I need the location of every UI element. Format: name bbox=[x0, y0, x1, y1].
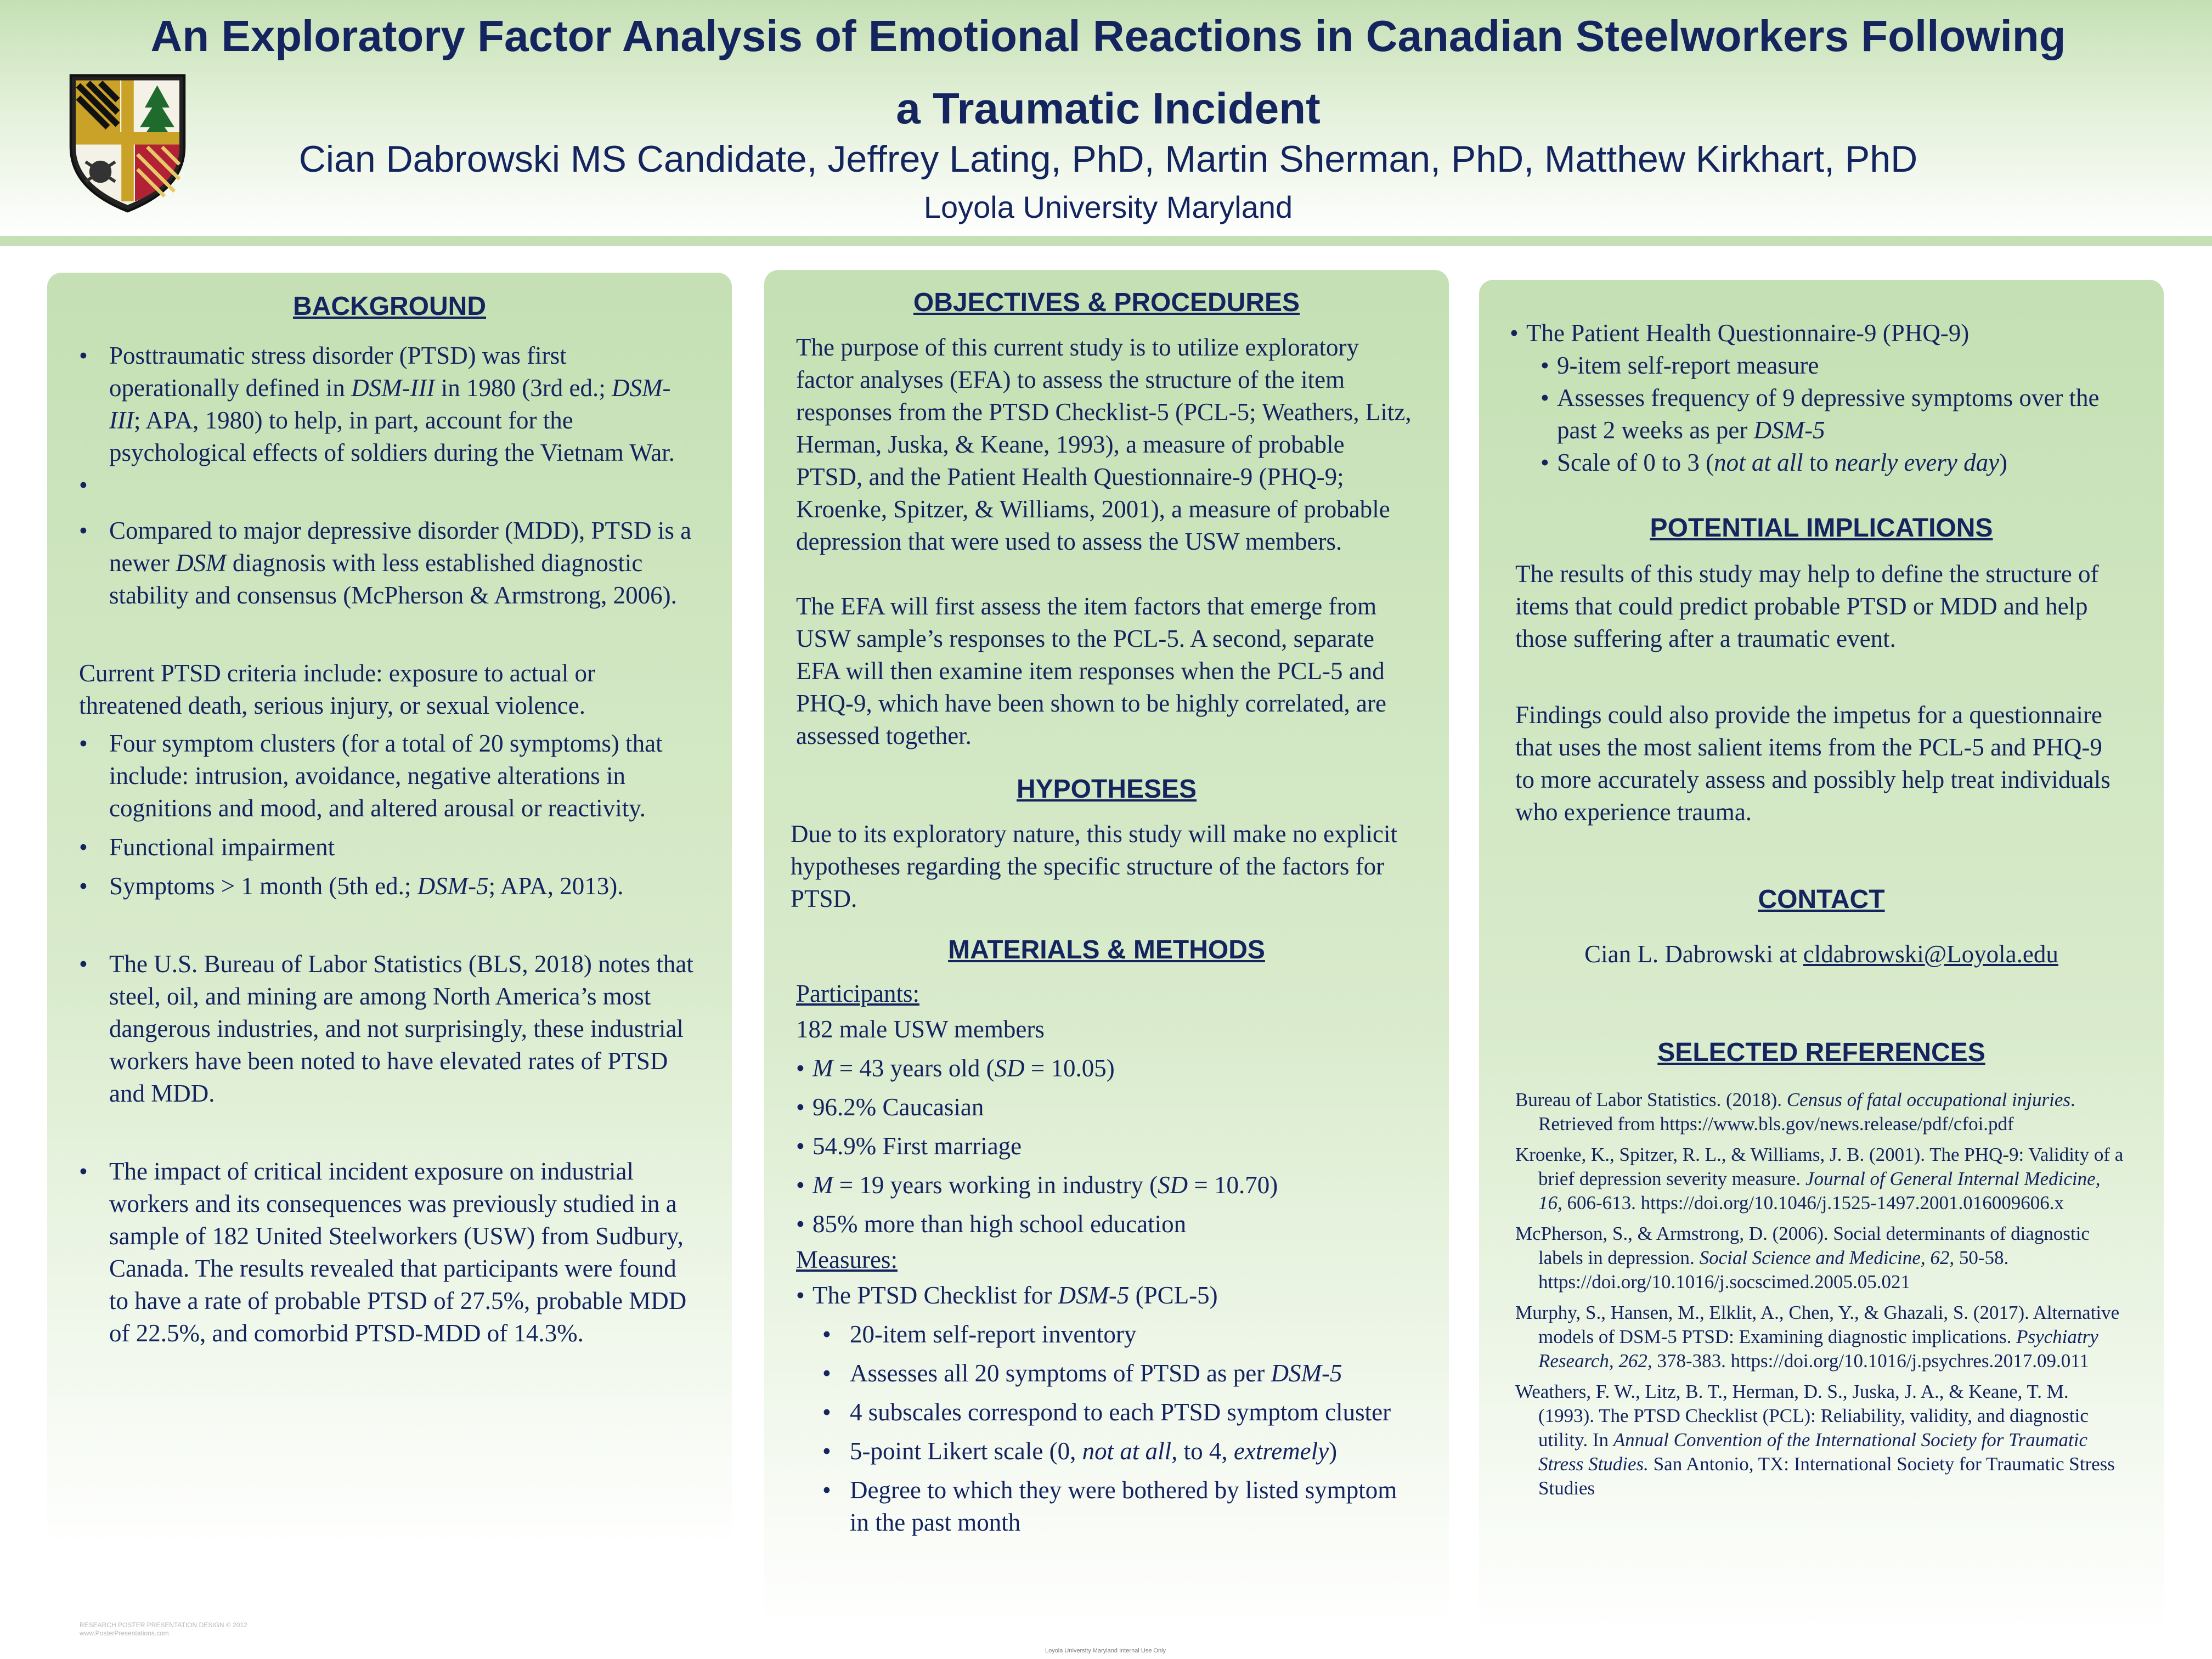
measures-list bbox=[796, 1276, 1417, 1539]
phq9-frequency: • Assesses frequency of 9 depressive symptoms over the past 2 weeks as per DSM-5 bbox=[1541, 382, 2133, 447]
phq9-item-count: • 9-item self-report measure bbox=[1541, 349, 2133, 382]
spacer bbox=[796, 558, 1417, 590]
pcl5-likert: • 5-point Likert scale (0, not at all, to 4, extremely) bbox=[822, 1435, 1417, 1468]
hypotheses-paragraph: Due to its exploratory nature, this study will make no explicit hypotheses regarding the specific structure of the factors for PTSD. bbox=[791, 820, 1398, 912]
participants-count: 182 male USW members bbox=[796, 1015, 1045, 1043]
internal-use-notice: Loyola University Maryland Internal Use Only bbox=[1045, 1647, 1166, 1654]
measure-pcl5: • The PTSD Checklist for DSM-5 (PCL-5) • 20-item self-report inventory • Assesses all 20 symptoms of PTSD as per DSM-5 • 4 subscales correspond to each PTSD symptom cluster • 5-point Likert scale (0, not at all, to 4, extremely) • Degree to which they were bothered by listed symptom in the past month bbox=[796, 1276, 1417, 1539]
criteria-symptom-clusters: • Four symptom clusters (for a total of 20 symptoms) that include: intrusion, avoidance, negative alterations in cognitions and mood, and altered arousal or reactivity. bbox=[79, 727, 700, 825]
spacer bbox=[79, 612, 700, 657]
participants-marriage: • 54.9% First marriage bbox=[796, 1127, 1417, 1166]
phq9-title: • The Patient Health Questionnaire-9 (PHQ-9) • 9-item self-report measure • Assesses frequency of 9 depressive symptoms over the past 2 weeks as per DSM-5 • Scale of 0 to 3 (not at all to nearly every day) bbox=[1510, 317, 2133, 479]
poster-title: An Exploratory Factor Analysis of Emotional Reactions in Canadian Steelworkers Following a Traumatic Incident bbox=[150, 12, 2066, 133]
background-panel bbox=[47, 273, 732, 1551]
poster-authors: Cian Dabrowski MS Candidate, Jeffrey Lating, PhD, Martin Sherman, PhD, Matthew Kirkhart, PhD bbox=[298, 138, 1918, 180]
criteria-functional-impairment: • Functional impairment bbox=[79, 831, 700, 864]
objectives-methods-panel bbox=[764, 270, 1449, 1630]
objectives-heading: OBJECTIVES & PROCEDURES bbox=[913, 288, 1300, 317]
spacer bbox=[79, 1110, 700, 1155]
background-bullet-ptsd-history: • Posttraumatic stress disorder (PTSD) was first operationally defined in DSM-III in 1980 (3rd ed.; DSM-III; APA, 1980) to help, in part, account for the psychological effects of soldiers during the Vietnam War. bbox=[79, 340, 700, 469]
references-list bbox=[1510, 1088, 2133, 1500]
implications-paragraph-2: Findings could also provide the impetus for a questionnaire that uses the most salient items from the PCL-5 and PHQ-9 to more accurately assess and possibly help treat individuals who experience trauma. bbox=[1515, 701, 2111, 826]
pcl5-assesses: • Assesses all 20 symptoms of PTSD as per DSM-5 bbox=[822, 1357, 1417, 1390]
header-divider bbox=[0, 236, 2212, 246]
pcl5-inventory: • 20-item self-report inventory bbox=[822, 1318, 1417, 1351]
template-credit-line2: www.PosterPresentations.com bbox=[80, 1629, 169, 1637]
pcl5-subscales: • 4 subscales correspond to each PTSD symptom cluster bbox=[822, 1396, 1417, 1429]
pcl5-details bbox=[822, 1318, 1417, 1539]
background-bullet-bls: • The U.S. Bureau of Labor Statistics (BLS, 2018) notes that steel, oil, and mining are among North America’s most dangerous industries, and not surprisingly, these industrial workers have been noted to have elevated rates of PTSD and MDD. bbox=[79, 948, 700, 1110]
background-list-1 bbox=[79, 340, 700, 612]
template-credit bbox=[80, 1621, 247, 1638]
participants-label: Participants: bbox=[796, 980, 919, 1007]
background-list-3 bbox=[79, 1155, 700, 1350]
measures-label: Measures: bbox=[796, 1246, 898, 1273]
participants-ethnicity: • 96.2% Caucasian bbox=[796, 1088, 1417, 1127]
participants-education: • 85% more than high school education bbox=[796, 1205, 1417, 1244]
participants-list bbox=[796, 1049, 1417, 1244]
phq9-scale: • Scale of 0 to 3 (not at all to nearly every day) bbox=[1541, 447, 2133, 479]
background-bullet-usw-study: • The impact of critical incident exposure on industrial workers and its consequences was previously studied in a sample of 182 United Steelworkers (USW) from Sudbury, Canada. The results revealed that participants were found to have a rate of probable PTSD of 27.5%, probable MDD of 22.5%, and comorbid PTSD-MDD of 14.3%. bbox=[79, 1155, 700, 1350]
contact-heading: CONTACT bbox=[1758, 885, 1885, 914]
background-list-2 bbox=[79, 948, 700, 1110]
measures-implications-panel bbox=[1479, 280, 2164, 1635]
poster-affiliation: Loyola University Maryland bbox=[923, 190, 1293, 224]
reference-bls: Bureau of Labor Statistics. (2018). Census of fatal occupational injuries. Retrieved from https://www.bls.gov/news.release/pdf/cfoi.pdf bbox=[1515, 1089, 2075, 1135]
reference-kroenke: Kroenke, K., Spitzer, R. L., & Williams, J. B. (2001). The PHQ-9: Validity of a brief depression severity measure. Journal of General Internal Medicine, 16, 606-613. https://doi.org/10.1046/j.1525-1497.2001.016009606.x bbox=[1515, 1144, 2124, 1214]
template-credit-line1: RESEARCH POSTER PRESENTATION DESIGN © 2012 bbox=[80, 1621, 247, 1629]
spacer bbox=[1515, 655, 2128, 699]
phq9-details bbox=[1541, 349, 2133, 479]
hypotheses-heading: HYPOTHESES bbox=[1016, 775, 1197, 804]
background-heading: BACKGROUND bbox=[293, 292, 486, 321]
reference-murphy: Murphy, S., Hansen, M., Elklit, A., Chen, Y., & Ghazali, S. (2017). Alternative models of DSM-5 PTSD: Examining diagnostic implications. Psychiatry Research, 262, 378-383. https://doi.org/10.1016/j.psychres.2017.09.011 bbox=[1515, 1302, 2120, 1372]
contact-email-link[interactable]: cldabrowski@Loyola.edu bbox=[1803, 940, 2058, 968]
references-heading: SELECTED REFERENCES bbox=[1657, 1038, 1985, 1067]
background-bullet-mdd-comparison: • Compared to major depressive disorder (MDD), PTSD is a newer DSM diagnosis with less established diagnostic stability and consensus (McPherson & Armstrong, 2006). bbox=[79, 515, 700, 612]
implications-paragraph-1: The results of this study may help to define the structure of items that could predict probable PTSD or MDD and help those suffering after a traumatic event. bbox=[1515, 560, 2099, 652]
spacer bbox=[79, 902, 700, 948]
participants-industry-years: • M = 19 years working in industry (SD = 10.70) bbox=[796, 1166, 1417, 1205]
reference-weathers: Weathers, F. W., Litz, B. T., Herman, D. S., Juska, J. A., & Keane, T. M. (1993). The PTSD Checklist (PCL): Reliability, validity, and diagnostic utility. In Annual Convention of the International Society for Traumatic Stress Studies. San Antonio, TX: International Society for Traumatic Stress Studies bbox=[1515, 1381, 2115, 1499]
criteria-list bbox=[79, 727, 700, 902]
reference-mcpherson: McPherson, S., & Armstrong, D. (2006). Social determinants of diagnostic labels in depression. Social Science and Medicine, 62, 50-58. https://doi.org/10.1016/j.socscimed.2005.05.021 bbox=[1515, 1223, 2090, 1293]
contact-name: Cian L. Dabrowski at bbox=[1584, 940, 1803, 968]
phq-list bbox=[1510, 317, 2133, 479]
participants-age: • M = 43 years old (SD = 10.05) bbox=[796, 1049, 1417, 1088]
implications-heading: POTENTIAL IMPLICATIONS bbox=[1650, 514, 1993, 543]
objectives-paragraph-2: The EFA will first assess the item factors that emerge from USW sample’s responses to the PCL-5. A second, separate EFA will then examine item responses when the PCL-5 and PHQ-9, which have been shown to be highly correlated, are assessed together. bbox=[796, 592, 1386, 749]
methods-heading: MATERIALS & METHODS bbox=[948, 935, 1265, 964]
spacer bbox=[79, 469, 700, 515]
objectives-paragraph-1: The purpose of this current study is to utilize exploratory factor analyses (EFA) to assess the structure of the item responses from the PTSD Checklist-5 (PCL-5; Weathers, Litz, Herman, Juska, & Keane, 1993), a measure of probable PTSD, and the Patient Health Questionnaire-9 (PHQ-9; Kroenke, Spitzer, & Williams, 2001), a measure of probable depression that were used to assess the USW members. bbox=[796, 334, 1412, 555]
criteria-intro: Current PTSD criteria include: exposure to actual or threatened death, serious injury, or sexual violence. bbox=[79, 659, 595, 719]
criteria-duration: • Symptoms > 1 month (5th ed.; DSM-5; APA, 2013). bbox=[79, 870, 700, 902]
pcl5-degree: • Degree to which they were bothered by listed symptom in the past month bbox=[822, 1474, 1417, 1539]
